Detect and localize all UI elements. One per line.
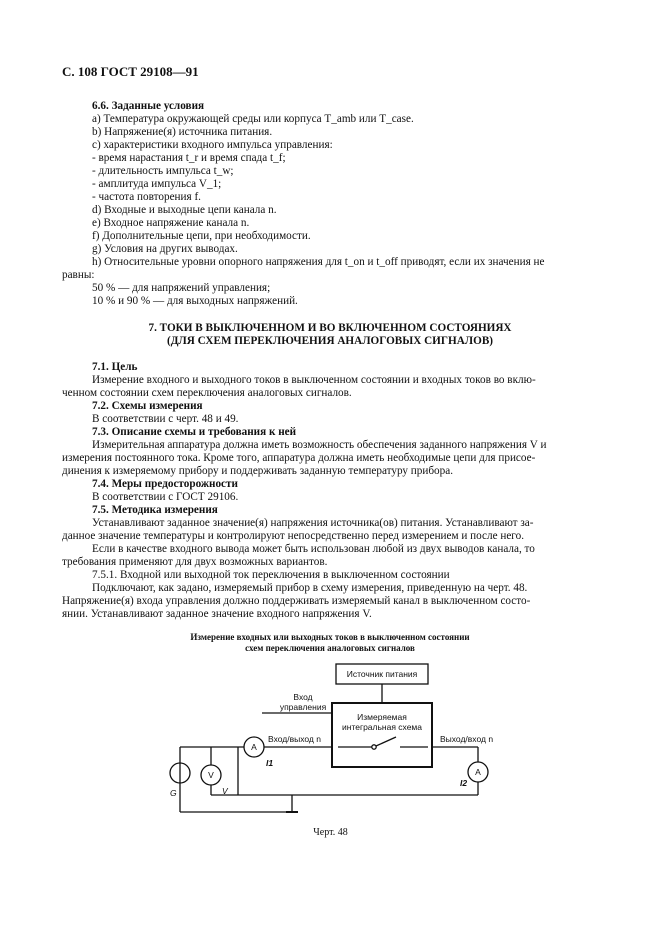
item-h-cont: равны: [62, 269, 95, 281]
ammeter-i2-label: A [475, 767, 481, 777]
p75-line1: Устанавливают заданное значение(я) напряжения источника(ов) питания. Устанавливают за- [92, 517, 534, 529]
item-c4: - частота повторения f. [92, 191, 201, 203]
item-g: g) Условия на других выводах. [92, 243, 238, 255]
figure-caption-line2: схем переключения аналоговых сигналов [245, 643, 415, 653]
p751-line1: Подключают, как задано, измеряемый прибор в схему измерения, приведенную на черт. 48. [92, 582, 528, 594]
section-7-5-heading: 7.5. Методика измерения [92, 504, 218, 516]
p73-line1: Измерительная аппаратура должна иметь возможность обеспечения заданного напряжения V и [92, 439, 547, 451]
power-label: Источник питания [346, 669, 418, 679]
p71-line2: ченном состоянии схем переключения аналоговых сигналов. [62, 387, 352, 399]
page-header: С. 108 ГОСТ 29108—91 [62, 64, 199, 79]
item-a: а) Температура окружающей среды или корпуса T_amb или T_case. [92, 113, 414, 125]
p75-line3: Если в качестве входного вывода может быть использован любой из двух выводов канала, то [92, 543, 535, 555]
section-7-3-heading: 7.3. Описание схемы и требования к ней [92, 426, 297, 438]
p72: В соответствии с черт. 48 и 49. [92, 413, 239, 425]
section-7-2-heading: 7.2. Схемы измерения [92, 400, 203, 412]
switch-blade [376, 737, 396, 746]
item-c3: - амплитуда импульса V_1; [92, 178, 222, 190]
item-d: d) Входные и выходные цепи канала n. [92, 204, 277, 216]
section-7-subtitle: (ДЛЯ СХЕМ ПЕРЕКЛЮЧЕНИЯ АНАЛОГОВЫХ СИГНАЛОВ) [166, 335, 494, 347]
ic-label-2: интегральная схема [342, 722, 422, 732]
figure-number: Черт. 48 [313, 827, 348, 838]
section-6-6-heading: 6.6. Заданные условия [92, 100, 205, 112]
generator-label: G [170, 788, 177, 798]
p751-line3: янии. Устанавливают заданное значение входного напряжения V. [62, 608, 372, 620]
p75-line4: требования применяют для двух возможных вариантов. [62, 556, 328, 568]
item-c1: - время нарастания t_r и время спада t_f; [92, 152, 286, 164]
outin-label: Выход/вход n [440, 734, 494, 744]
item-c: с) характеристики входного импульса управления: [92, 139, 333, 151]
item-h-50: 50 % — для напряжений управления; [92, 282, 271, 294]
control-label-2: управления [279, 702, 327, 712]
section-7-4-heading: 7.4. Меры предосторожности [92, 478, 238, 490]
p75-line2: данное значение температуры и контролируют непосредственно перед измерением и после него. [62, 530, 524, 542]
item-h: h) Относительные уровни опорного напряжения для t_on и t_off приводят, если их значения не [92, 256, 545, 268]
p751-heading: 7.5.1. Входной или выходной ток переключения в выключенном состоянии [92, 569, 450, 581]
current-i1-label: I1 [266, 758, 274, 768]
inout-label: Вход/выход n [268, 734, 321, 744]
voltage-label: V [222, 786, 228, 796]
ic-label-1: Измеряемая [357, 712, 407, 722]
item-b: b) Напряжение(я) источника питания. [92, 126, 273, 138]
section-7-1-heading: 7.1. Цель [92, 361, 138, 373]
item-f: f) Дополнительные цепи, при необходимости. [92, 230, 311, 242]
current-i2-label: I2 [460, 778, 468, 788]
p71-line1: Измерение входного и выходного токов в выключенном состоянии и входных токов во вклю- [92, 374, 536, 386]
p73-line2: измерения постоянного тока. Кроме того, аппаратура должна иметь необходимые цепи для присое- [62, 452, 536, 464]
p751-line2: Напряжение(я) входа управления должно поддерживать измеряемый канал в выключенном состо- [62, 595, 531, 607]
section-7-title: 7. ТОКИ В ВЫКЛЮЧЕННОМ И ВО ВКЛЮЧЕННОМ СОСТОЯНИЯХ [148, 322, 512, 334]
ammeter-i1-label: A [251, 742, 257, 752]
control-label-1: Вход [293, 692, 313, 702]
figure-caption-line1: Измерение входных или выходных токов в выключенном состоянии [190, 632, 470, 642]
item-h-10-90: 10 % и 90 % — для выходных напряжений. [92, 295, 298, 307]
voltmeter-label: V [208, 770, 214, 780]
p73-line3: динения к измеряемому прибору и поддерживать заданную температуру прибора. [62, 465, 454, 477]
item-c2: - длительность импульса t_w; [92, 165, 234, 177]
item-e: е) Входное напряжение канала n. [92, 217, 250, 229]
p74: В соответствии с ГОСТ 29106. [92, 491, 239, 503]
